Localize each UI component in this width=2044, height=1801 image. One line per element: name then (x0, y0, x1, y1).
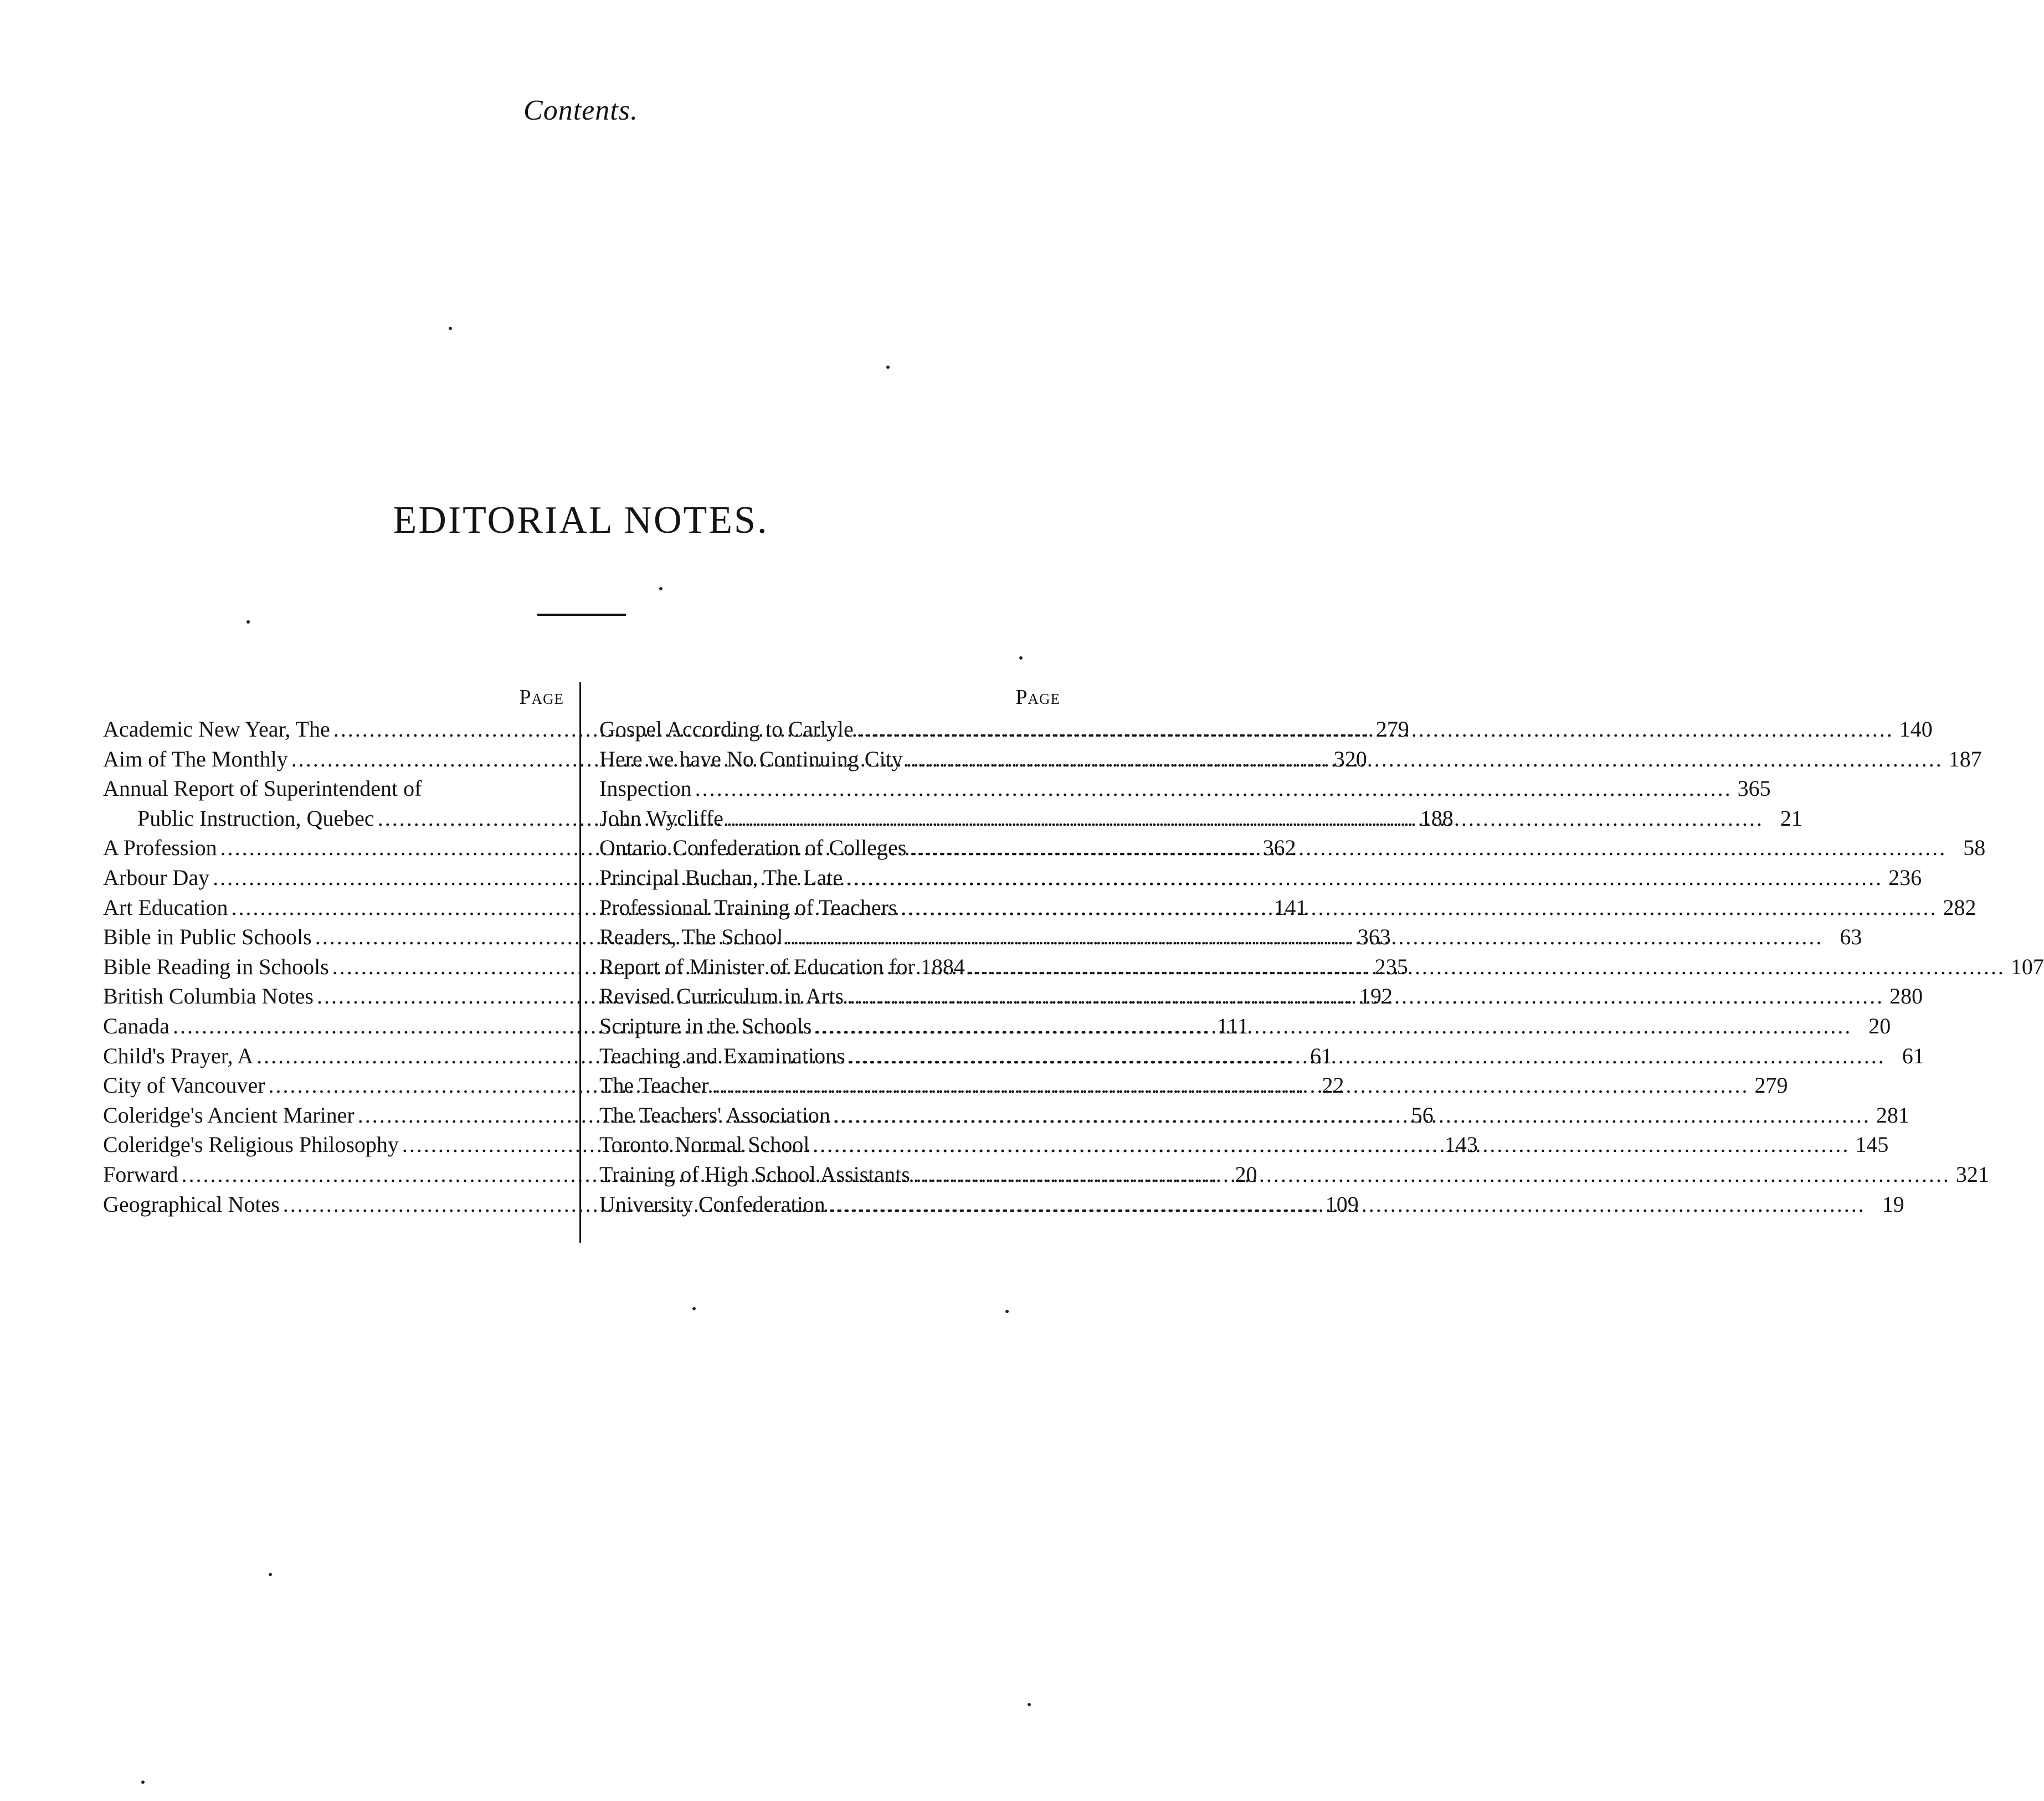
entry-title: Annual Report of Superintendent of (103, 776, 422, 801)
entry-page: 321 (1955, 1161, 1989, 1187)
index-entry (599, 863, 1922, 893)
entry-page: 22 (1322, 1073, 1344, 1098)
page-column-header: Page (519, 686, 564, 709)
entry-title: Inspection (599, 776, 692, 801)
entry-title: Bible Reading in Schools (103, 954, 329, 979)
entry-page: 282 (1943, 894, 1976, 920)
entry-title: Scripture in the Schools (599, 1013, 812, 1038)
entry-title: Forward (103, 1161, 178, 1187)
scan-speck (246, 620, 250, 624)
entry-title: City of Vancouver (103, 1073, 265, 1098)
scan-speck (449, 327, 452, 330)
scan-speck (269, 1573, 272, 1576)
entry-title: British Columbia Notes (103, 984, 314, 1009)
dot-leader (834, 1100, 1871, 1130)
entry-page: 192 (1359, 984, 1393, 1009)
entry-page: 188 (1420, 805, 1454, 831)
entry-title: Bible in Public Schools (103, 924, 312, 950)
scan-speck (1028, 1703, 1031, 1706)
entry-title: Public Instruction, Quebec (137, 805, 374, 831)
entry-title: Ontario Confederation of Colleges (599, 835, 907, 861)
entry-title: University Confederation (599, 1191, 825, 1217)
dot-leader (910, 833, 1947, 863)
dot-leader (906, 744, 1943, 774)
scan-speck (659, 587, 662, 590)
entry-title: Principal Buchan, The Late (599, 865, 843, 890)
dot-leader (847, 981, 1884, 1011)
entry-page: 141 (1273, 894, 1307, 920)
entry-page: 143 (1444, 1132, 1478, 1157)
page-column-header: Page (1015, 686, 1060, 709)
dot-leader (849, 1041, 1886, 1071)
entry-page: 279 (1754, 1073, 1788, 1098)
entry-page: 235 (1374, 954, 1408, 979)
index-entry (599, 1041, 1924, 1071)
scan-speck (141, 1781, 145, 1784)
entry-title: Academic New Year, The (103, 717, 330, 742)
entry-page: 281 (1876, 1102, 1909, 1128)
entry-page: 21 (1780, 805, 1802, 831)
entry-page: 61 (1310, 1043, 1333, 1068)
entry-page: 363 (1357, 924, 1391, 950)
entry-title: Canada (103, 1013, 170, 1038)
dot-leader (968, 952, 2005, 982)
entry-title: A Profession (103, 835, 217, 861)
entry-page: 187 (1948, 746, 1982, 771)
entry-page: 61 (1902, 1043, 1924, 1068)
scan-speck (692, 1307, 696, 1310)
index-entry (103, 863, 564, 893)
entry-page: 20 (1868, 1013, 1891, 1038)
entry-title: Revised Curriculum in Arts (599, 984, 844, 1009)
index-entry (103, 774, 564, 804)
entry-title: Training of High School Assistants (599, 1161, 910, 1187)
entry-title: Report of Minister of Education for 1884 (599, 954, 965, 979)
entry-page: 58 (1963, 835, 1986, 861)
scan-speck (1005, 1310, 1009, 1313)
entry-page: 145 (1855, 1132, 1889, 1157)
entry-title: Aim of The Monthly (103, 746, 288, 771)
entry-title: Coleridge's Ancient Mariner (103, 1102, 355, 1128)
entry-title: Coleridge's Religious Philosophy (103, 1132, 399, 1157)
dot-leader (727, 804, 1764, 833)
entry-page: 320 (1333, 746, 1367, 771)
entry-title: The Teachers' Association (599, 1102, 830, 1128)
entry-page: 19 (1882, 1191, 1904, 1217)
entry-title: Here we have No Continuing City (599, 746, 903, 771)
section-title: EDITORIAL NOTES. (393, 499, 769, 542)
entry-page: 111 (1216, 1013, 1249, 1038)
entry-page: 20 (1235, 1161, 1257, 1187)
entry-title: Child's Prayer, A (103, 1043, 254, 1068)
entry-page: 362 (1262, 835, 1296, 861)
entry-title: Readers, The School (599, 924, 783, 950)
entry-page: 63 (1840, 924, 1862, 950)
entry-page: 140 (1899, 717, 1933, 742)
entry-page: 56 (1411, 1102, 1434, 1128)
dot-leader (846, 863, 1883, 893)
dot-leader (712, 1071, 1749, 1100)
entry-title: Gospel According to Carlyle (599, 717, 854, 742)
entry-title: John Wycliffe (599, 805, 723, 831)
entry-page: 236 (1888, 865, 1922, 890)
entry-page: 107 (2010, 954, 2044, 979)
running-head: Contents. (523, 95, 638, 126)
entry-title: Professional Training of Teachers (599, 894, 897, 920)
index-entry (599, 774, 1771, 804)
dot-leader (815, 1011, 1852, 1041)
scan-speck (1019, 656, 1023, 660)
dot-leader (901, 893, 1938, 923)
entry-title: The Teacher (599, 1073, 709, 1098)
dot-leader (857, 714, 1894, 744)
entry-title: Art Education (103, 894, 228, 920)
entry-title: Geographical Notes (103, 1191, 280, 1217)
entry-title: Toronto Normal School (599, 1132, 810, 1157)
entry-page: 279 (1375, 717, 1409, 742)
entry-page: 280 (1889, 984, 1923, 1009)
title-rule (537, 614, 626, 616)
dot-leader (813, 1130, 1850, 1160)
entry-page: 109 (1325, 1191, 1359, 1217)
dot-leader (695, 774, 1732, 804)
dot-leader (913, 1160, 1950, 1190)
entry-title: Teaching and Examinations (599, 1043, 845, 1068)
entry-page: 365 (1737, 776, 1771, 801)
dot-leader (829, 1190, 1866, 1219)
entry-title: Arbour Day (103, 865, 210, 890)
dot-leader (786, 922, 1823, 952)
scan-speck (886, 366, 890, 369)
